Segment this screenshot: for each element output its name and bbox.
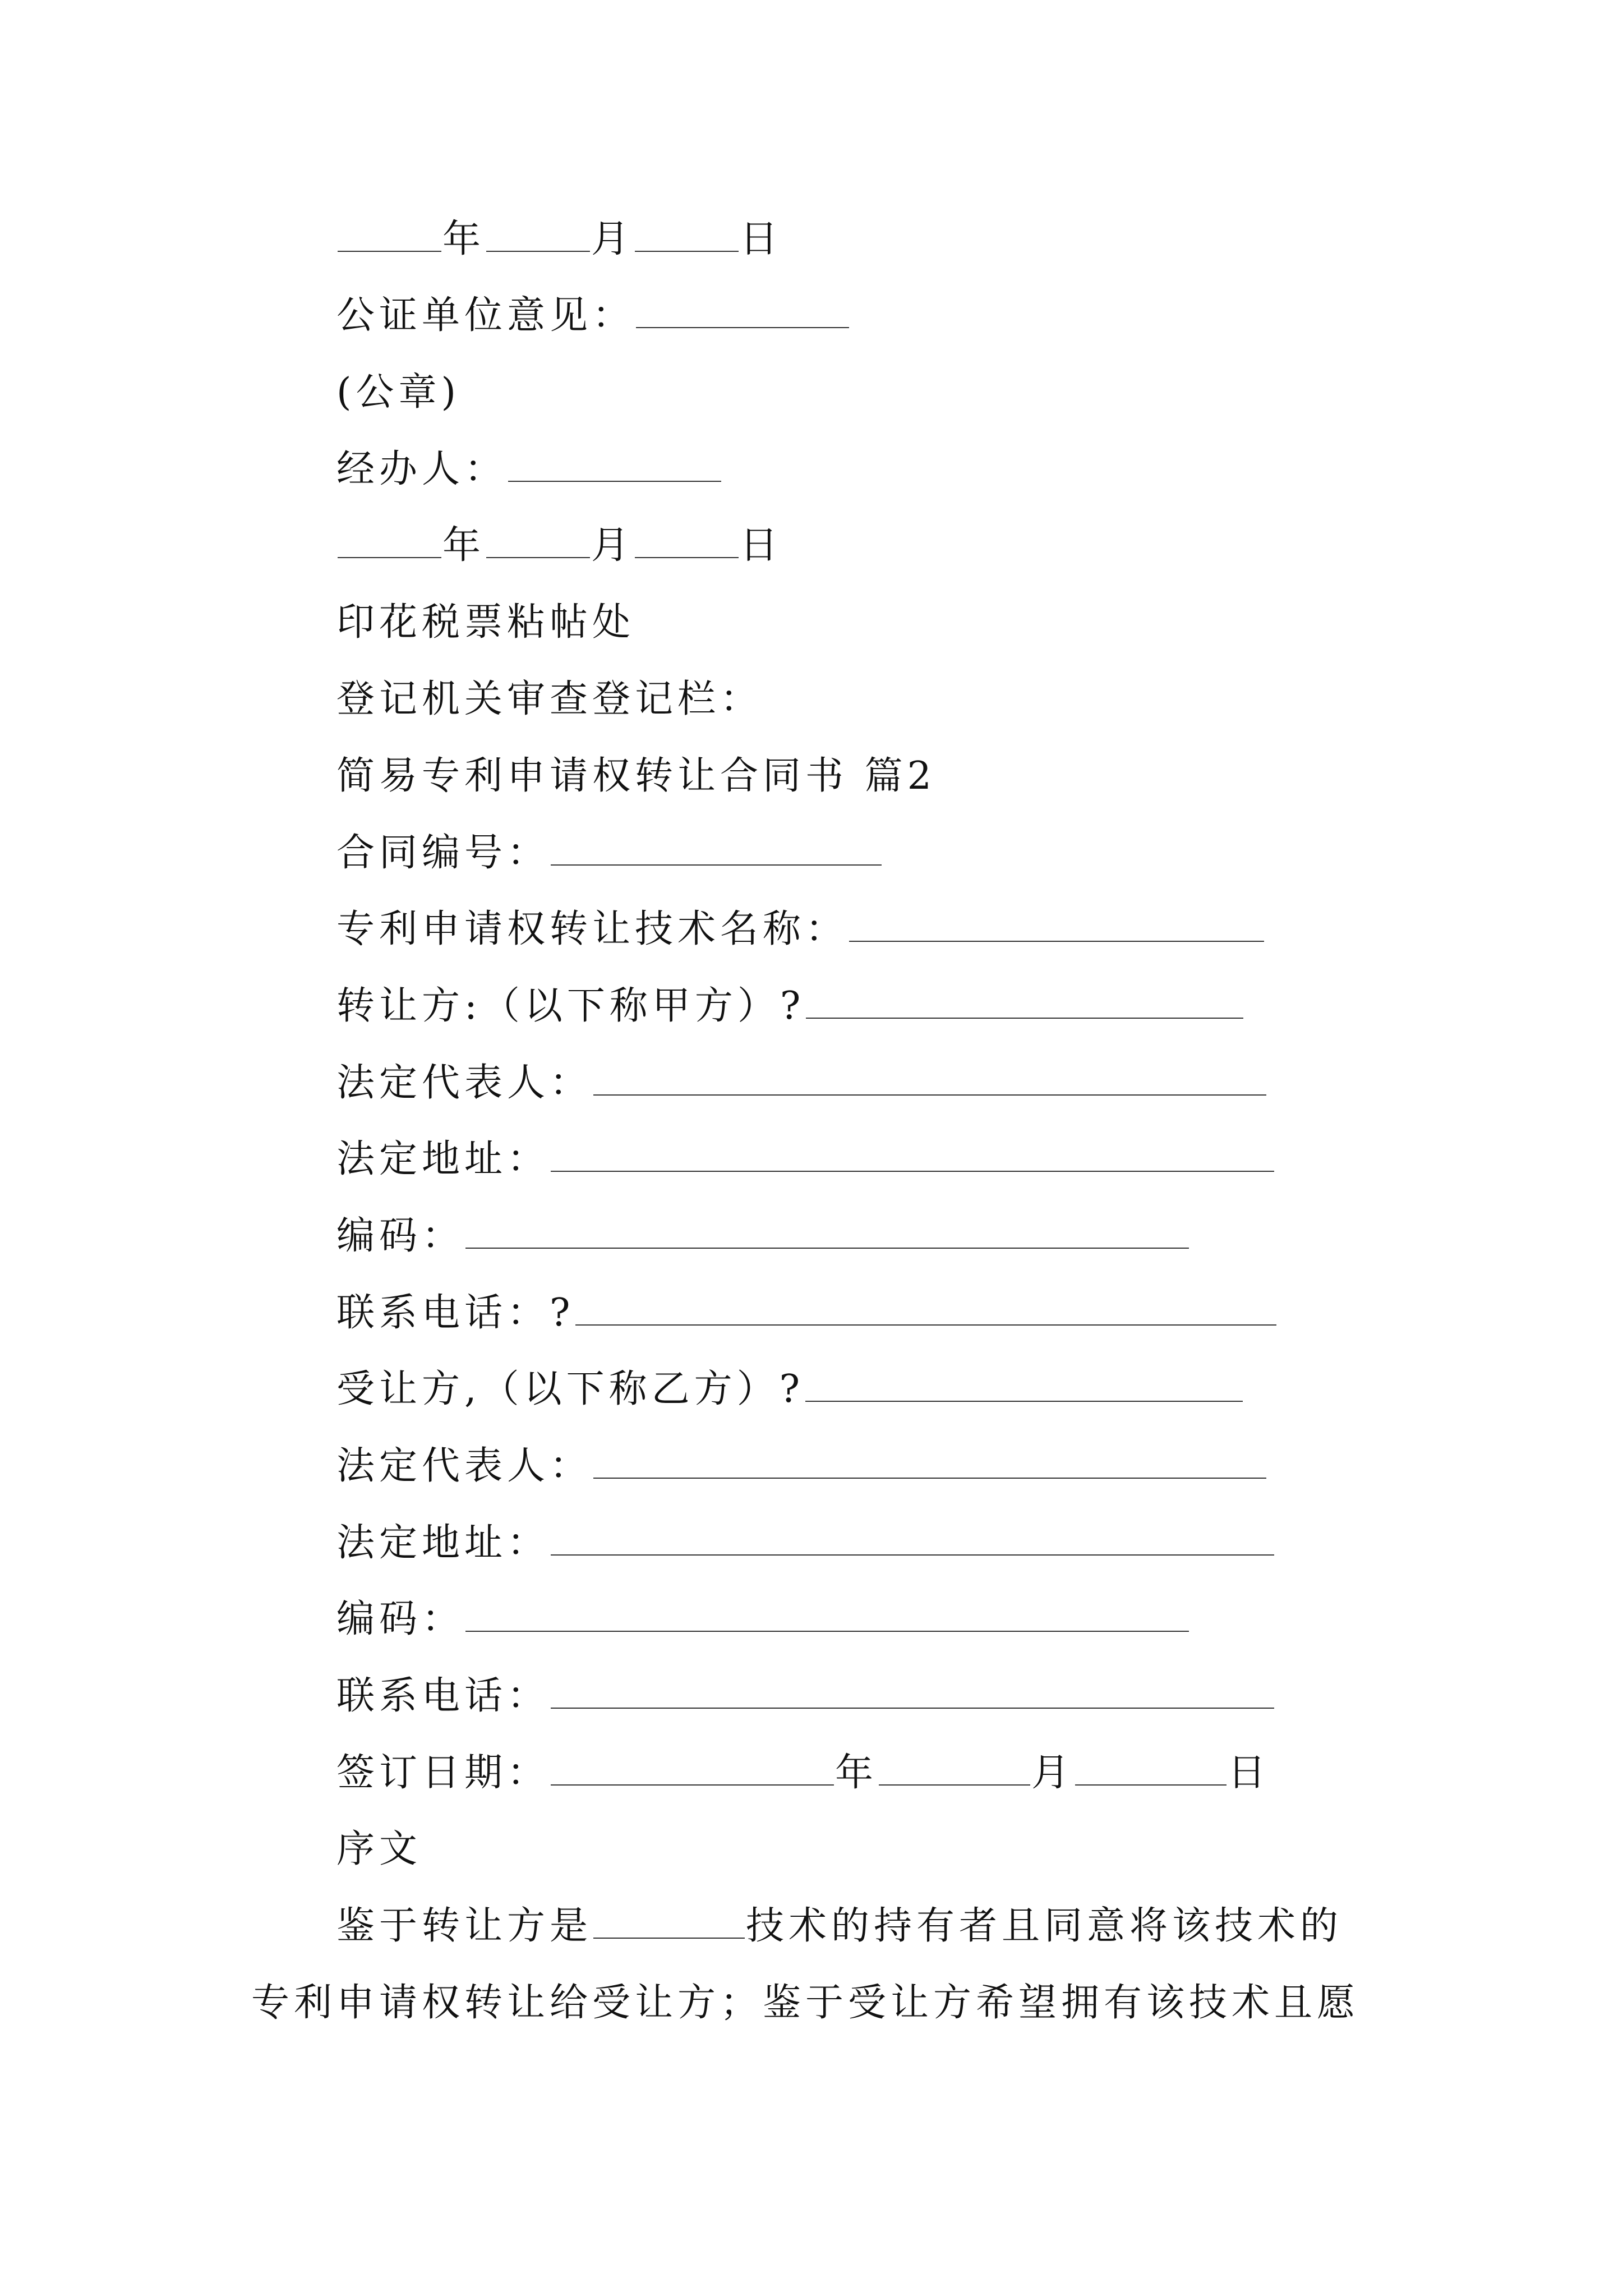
notary-opinion-line: 公证单位意见： (336, 285, 850, 347)
code-b-line: 编码： (336, 1589, 1190, 1650)
blank-code-b (465, 1597, 1189, 1632)
address-b-line: 法定地址： (336, 1512, 1275, 1574)
registration-line: 登记机关审查登记栏： (336, 677, 763, 721)
code-a-line: 编码： (336, 1205, 1190, 1267)
date-line-2: 年 月 日 (336, 515, 782, 577)
blank-month (486, 217, 590, 252)
tech-name-line: 专利申请权转让技术名称： (336, 899, 1265, 960)
preface-heading: 序文 (336, 1827, 422, 1871)
contract-number-line: 合同编号： (336, 822, 883, 884)
party-a-line: 转让方:（以下称甲方）? (336, 976, 1244, 1037)
blank-notary-opinion (636, 293, 849, 328)
blank-sign-day (1075, 1751, 1227, 1786)
seal-line: (公章) (336, 370, 461, 415)
blank-day (635, 523, 739, 558)
phone-a-line: 联系电话：? (336, 1282, 1278, 1344)
blank-address-b (551, 1521, 1274, 1556)
address-a-line: 法定地址： (336, 1129, 1275, 1190)
paragraph-line-1: 鉴于转让方是 技术的持有者且同意将该技术的 (336, 1904, 1343, 1948)
blank-month (486, 523, 590, 558)
blank-sign-month (879, 1751, 1030, 1786)
stamp-area-line: 印花税票粘帖处 (336, 600, 635, 645)
blank-handler (508, 447, 721, 482)
blank-party-a (806, 984, 1243, 1019)
blank-phone-b (551, 1674, 1274, 1709)
blank-rep-b (593, 1444, 1266, 1479)
rep-b-line: 法定代表人： (336, 1435, 1267, 1497)
paragraph-line-2: 专利申请权转让给受让方；鉴于受让方希望拥有该技术且愿 (251, 1981, 1360, 2025)
handler-line: 经办人： (336, 439, 722, 500)
blank-tech-name (849, 907, 1264, 942)
blank-phone-a (575, 1291, 1276, 1326)
blank-year (338, 217, 441, 252)
blank-address-a (551, 1137, 1274, 1172)
blank-year (338, 523, 441, 558)
phone-b-line: 联系电话： (336, 1665, 1275, 1727)
blank-code-a (465, 1214, 1189, 1249)
blank-sign-year (551, 1751, 834, 1786)
rep-a-line: 法定代表人： (336, 1052, 1267, 1114)
blank-party-b (805, 1367, 1243, 1402)
date-line-1: 年 月 日 (336, 209, 782, 270)
blank-contract-number (551, 831, 882, 866)
blank-rep-a (593, 1061, 1266, 1096)
blank-technology (593, 1904, 745, 1939)
section-title: 简易专利申请权转让合同书 篇2 (336, 754, 936, 798)
party-b-line: 受让方,（以下称乙方）? (336, 1359, 1244, 1420)
blank-day (635, 217, 739, 252)
sign-date-line: 签订日期： 年 月 日 (336, 1751, 1271, 1795)
